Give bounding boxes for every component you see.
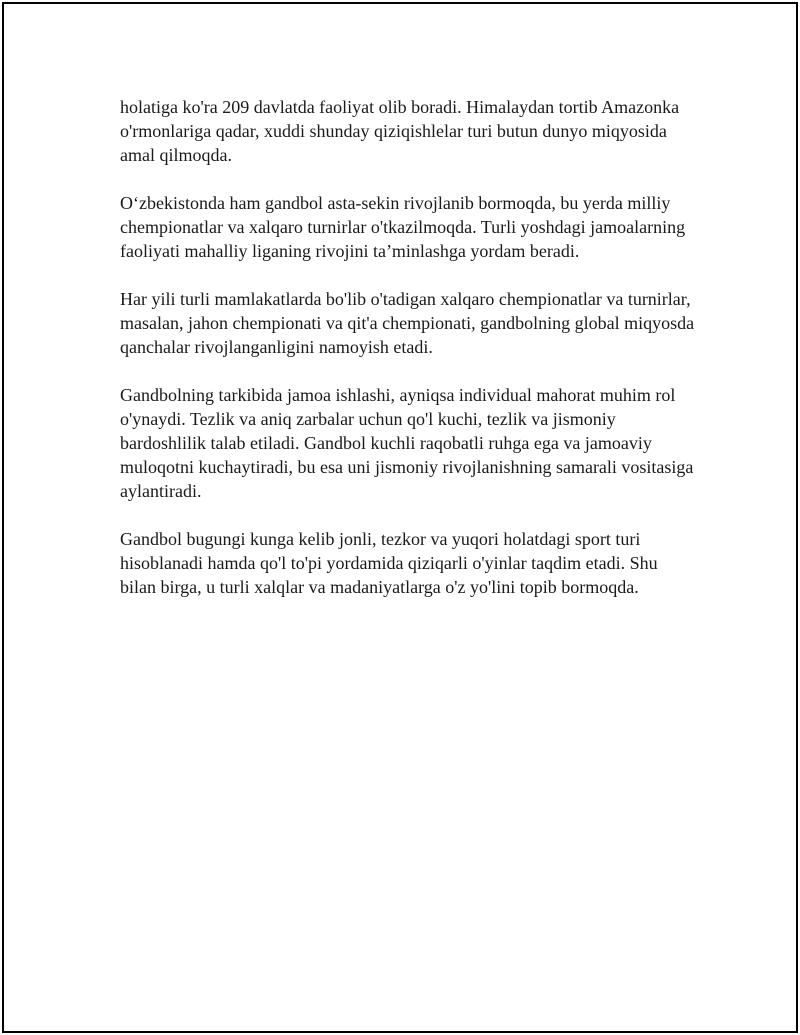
document-page	[2, 2, 798, 1033]
paragraph: Gandbolning tarkibida jamoa ishlashi, ayniqsa individual mahorat muhim rol o'ynaydi. Tezlik va aniq zarbalar uchun qo'l kuchi, tezlik va jismoniy bardoshlilik talab etiladi. Gandbol kuchli raqobatli ruhga ega va jamoaviy muloqotni kuchaytiradi, bu esa uni jismoniy rivojlanishning samarali vositasiga aylantiradi.	[120, 385, 694, 501]
paragraph: holatiga ko'ra 209 davlatda faoliyat olib boradi. Himalaydan tortib Amazonka o'rmonlariga qadar, xuddi shunday qiziqishlelar turi butun dunyo miqyosida amal qilmoqda.	[120, 97, 680, 165]
paragraph: Gandbol bugungi kunga kelib jonli, tezkor va yuqori holatdagi sport turi hisoblanadi hamda qo'l to'pi yordamida qiziqarli o'yinlar taqdim etadi. Shu bilan birga, u turli xalqlar va madaniyatlarga o'z yo'lini topib bormoqda.	[120, 529, 658, 597]
paragraph: O‘zbekistonda ham gandbol asta-sekin rivojlanib bormoqda, bu yerda milliy chempionatlar va xalqaro turnirlar o'tkazilmoqda. Turli yoshdagi jamoalarning faoliyati mahalliy liganing rivojini ta’minlashga yordam beradi.	[120, 193, 686, 261]
paragraph: Har yili turli mamlakatlarda bo'lib o'tadigan xalqaro chempionatlar va turnirlar, masalan, jahon chempionati va qit'a chempionati, gandbolning global miqyosda qanchalar rivojlanganligini namoyish etadi.	[120, 289, 695, 357]
document-body	[120, 95, 695, 623]
